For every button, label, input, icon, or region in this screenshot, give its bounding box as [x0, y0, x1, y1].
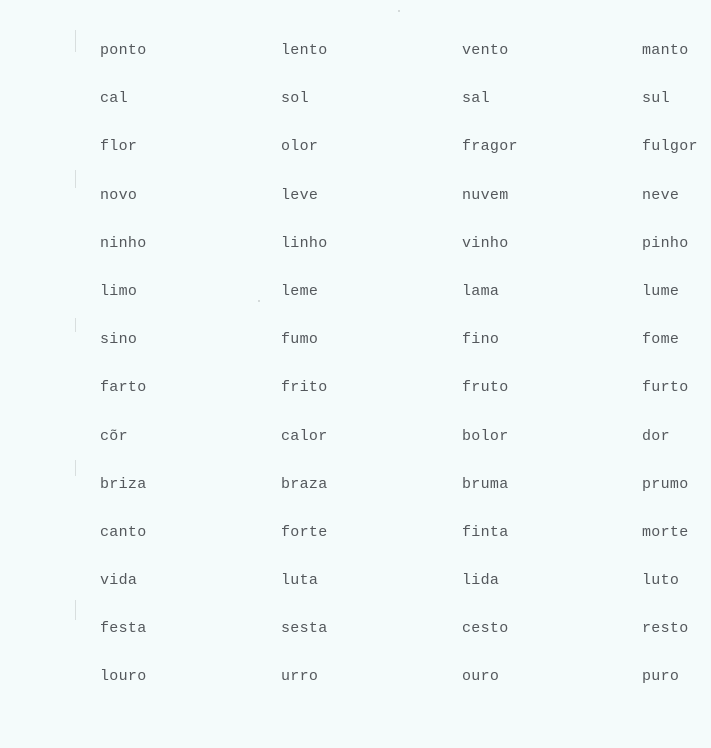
word-row [0, 476, 711, 524]
word: olor [281, 138, 319, 156]
word: novo [100, 186, 138, 204]
word: forte [281, 523, 328, 541]
word: cal [100, 90, 128, 108]
word: lento [281, 42, 328, 59]
word: urro [281, 668, 319, 686]
word: briza [100, 475, 147, 493]
word-row [0, 138, 711, 186]
word: finta [462, 523, 509, 541]
word: sesta [281, 620, 328, 638]
word: louro [100, 668, 147, 686]
word: canto [100, 523, 147, 541]
word: vida [100, 572, 138, 590]
word: manto [642, 42, 689, 59]
word: resto [642, 620, 689, 638]
word-row [0, 379, 711, 427]
word: cesto [462, 620, 509, 638]
word: ninho [100, 234, 147, 252]
word: lama [462, 282, 500, 300]
word: neve [642, 186, 680, 204]
word: sino [100, 331, 138, 349]
word: ouro [462, 668, 500, 686]
word: festa [100, 620, 147, 638]
word: braza [281, 475, 328, 493]
word-row [0, 428, 711, 476]
word-row [0, 572, 711, 620]
word: farto [100, 379, 147, 397]
word-row [0, 235, 711, 283]
word: linho [281, 234, 328, 252]
word: vinho [462, 234, 509, 252]
word: sul [642, 90, 670, 108]
word-row [0, 187, 711, 235]
word-row [0, 620, 711, 668]
word: calor [281, 427, 328, 445]
word: furto [642, 379, 689, 397]
word-row [0, 668, 711, 716]
word: fulgor [642, 138, 698, 156]
word: leve [281, 186, 319, 204]
word: dor [642, 427, 670, 445]
word: flor [100, 138, 138, 156]
word: frito [281, 379, 328, 397]
word: luto [642, 572, 680, 590]
word: sal [462, 90, 490, 108]
word-grid [0, 40, 711, 717]
word: lida [462, 572, 500, 590]
word: fragor [462, 138, 518, 156]
word: leme [281, 282, 319, 300]
word: prumo [642, 475, 689, 493]
word-row [0, 42, 711, 90]
word: limo [100, 282, 138, 300]
paper-speck [398, 10, 400, 12]
word: cõr [100, 427, 128, 445]
word-row [0, 90, 711, 138]
word: fumo [281, 331, 319, 349]
word: nuvem [462, 186, 509, 204]
word-row [0, 283, 711, 331]
word: puro [642, 668, 680, 686]
word: fino [462, 331, 500, 349]
word: vento [462, 42, 509, 59]
word: pinho [642, 234, 689, 252]
word: ponto [100, 42, 147, 59]
word-row [0, 524, 711, 572]
word: fome [642, 331, 680, 349]
word-row [0, 331, 711, 379]
word: lume [642, 282, 680, 300]
word: sol [281, 90, 309, 108]
word: fruto [462, 379, 509, 397]
word: bruma [462, 475, 509, 493]
word: luta [281, 572, 319, 590]
word: morte [642, 523, 689, 541]
word: bolor [462, 427, 509, 445]
